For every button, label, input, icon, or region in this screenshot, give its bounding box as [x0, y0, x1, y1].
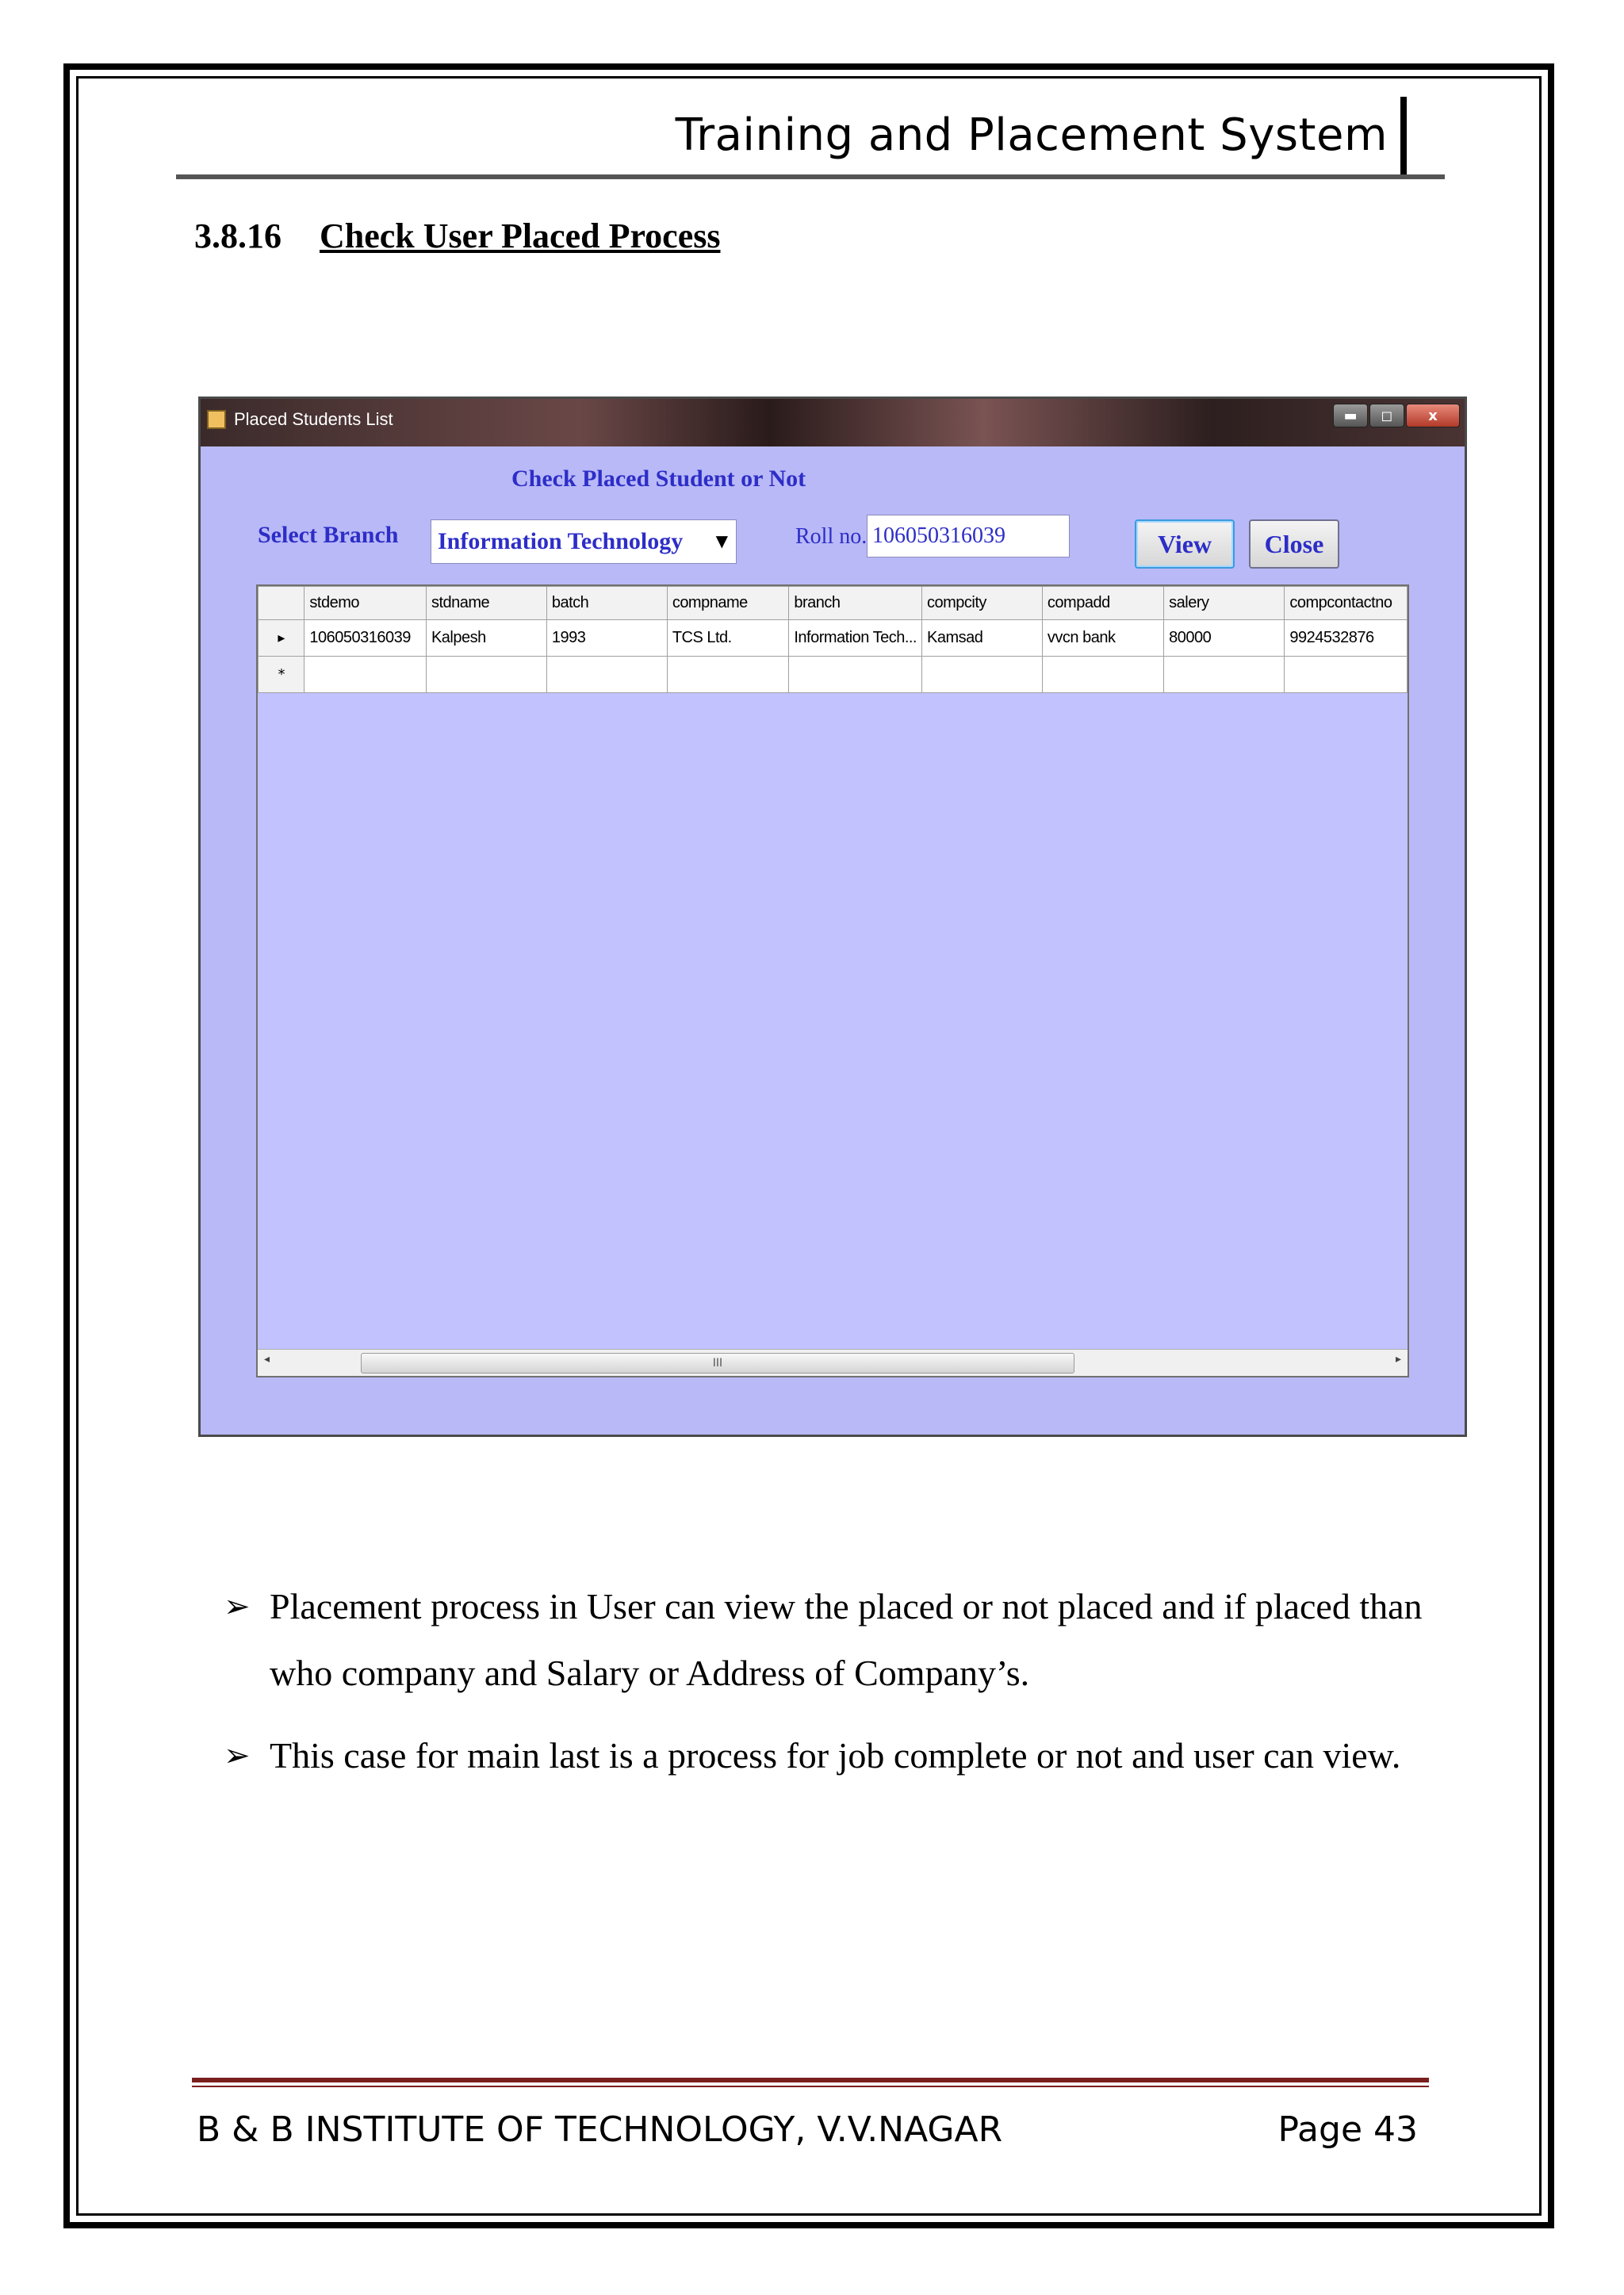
close-button[interactable]: Close — [1249, 519, 1339, 569]
header-rule-vertical — [1400, 97, 1407, 179]
window-close-button[interactable]: x — [1406, 404, 1460, 427]
page-number: Page 43 — [1277, 2109, 1418, 2150]
grid-header-row — [259, 587, 1408, 620]
footer-rule-thin — [192, 2086, 1429, 2087]
column-header[interactable]: compadd — [1042, 587, 1163, 620]
footer-rule — [192, 2078, 1429, 2082]
table-cell[interactable]: Kamsad — [922, 620, 1043, 657]
roll-number-input[interactable] — [867, 515, 1070, 557]
window-title: Placed Students List — [234, 409, 393, 429]
branch-select[interactable] — [431, 519, 737, 564]
current-row-indicator-icon[interactable]: ▸ — [259, 620, 304, 657]
row-header-corner — [259, 587, 304, 620]
horizontal-scrollbar[interactable] — [258, 1349, 1408, 1376]
window-controls — [1333, 404, 1460, 427]
table-cell[interactable]: 1993 — [546, 620, 667, 657]
column-header[interactable]: compname — [667, 587, 789, 620]
section-heading — [194, 216, 720, 256]
section-number: 3.8.16 — [194, 216, 282, 255]
scroll-grip: III — [712, 1357, 723, 1370]
header-title: Training and Placement System — [675, 109, 1388, 161]
view-button[interactable]: View — [1135, 519, 1235, 569]
table-cell[interactable]: Kalpesh — [426, 620, 546, 657]
table-cell[interactable] — [1042, 657, 1163, 693]
placed-students-grid[interactable] — [256, 584, 1409, 1377]
list-item — [224, 1573, 1429, 1707]
table-cell[interactable]: 106050316039 — [304, 620, 427, 657]
dropdown-arrow-icon[interactable]: ▼ — [715, 531, 728, 550]
table-cell[interactable] — [922, 657, 1043, 693]
table-cell[interactable]: Information Tech... — [789, 620, 922, 657]
form-heading: Check Placed Student or Not — [511, 466, 806, 492]
column-header[interactable]: compcity — [922, 587, 1043, 620]
table-cell[interactable]: vvcn bank — [1042, 620, 1163, 657]
grid-table — [258, 586, 1408, 693]
new-row-indicator-icon[interactable]: * — [259, 657, 304, 693]
bullet-text: Placement process in User can view the placed or not placed and if placed than who company and Salary or Address of Company’s. — [270, 1586, 1423, 1693]
table-cell[interactable] — [667, 657, 789, 693]
app-icon — [207, 410, 226, 429]
arrow-bullet-icon: ➢ — [224, 1588, 251, 1625]
scrollbar-thumb[interactable] — [361, 1353, 1074, 1374]
minimize-button[interactable]: ▬ — [1333, 404, 1368, 427]
table-cell[interactable] — [1164, 657, 1285, 693]
table-cell[interactable] — [789, 657, 922, 693]
column-header[interactable]: salery — [1164, 587, 1285, 620]
section-title: Check User Placed Process — [320, 216, 721, 255]
table-cell[interactable] — [304, 657, 427, 693]
scroll-right-icon[interactable]: ▸ — [1395, 1353, 1401, 1366]
branch-select-value: Information Technology — [438, 528, 684, 554]
maximize-button[interactable]: ◻ — [1369, 404, 1404, 427]
scroll-left-icon[interactable]: ◂ — [264, 1353, 270, 1366]
table-row[interactable] — [259, 620, 1408, 657]
bullet-text: This case for main last is a process for job complete or not and user can view. — [270, 1735, 1401, 1776]
header-rule — [176, 174, 1445, 179]
new-row[interactable] — [259, 657, 1408, 693]
footer-institute: B & B INSTITUTE OF TECHNOLOGY, V.V.NAGAR — [197, 2109, 1003, 2150]
table-cell[interactable] — [1285, 657, 1408, 693]
list-item — [224, 1722, 1429, 1789]
table-cell[interactable] — [426, 657, 546, 693]
table-cell[interactable]: 9924532876 — [1285, 620, 1408, 657]
column-header[interactable]: compcontactno — [1285, 587, 1408, 620]
table-cell[interactable]: TCS Ltd. — [667, 620, 789, 657]
table-cell[interactable] — [546, 657, 667, 693]
arrow-bullet-icon: ➢ — [224, 1738, 251, 1774]
column-header[interactable]: stdemo — [304, 587, 427, 620]
column-header[interactable]: stdname — [426, 587, 546, 620]
placed-students-window — [198, 397, 1467, 1437]
column-header[interactable]: branch — [789, 587, 922, 620]
table-cell[interactable]: 80000 — [1164, 620, 1285, 657]
bullet-list — [224, 1573, 1429, 1805]
window-titlebar[interactable] — [201, 399, 1465, 446]
branch-label: Select Branch — [258, 522, 399, 548]
column-header[interactable]: batch — [546, 587, 667, 620]
roll-number-label: Roll no. — [795, 524, 868, 549]
